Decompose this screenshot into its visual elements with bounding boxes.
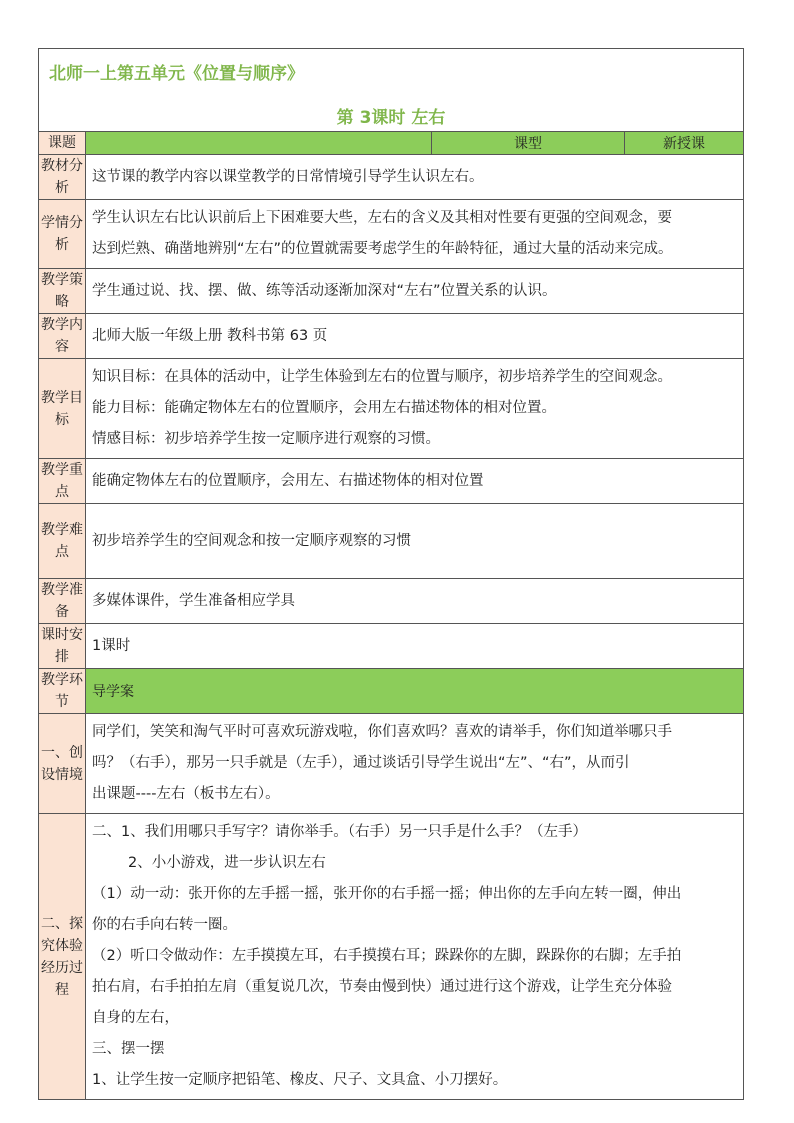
materials-label: 教材分析 <box>39 155 86 200</box>
lesson-type-value: 新授课 <box>625 132 744 155</box>
text-line: 你的右手向右转一圈。 <box>92 917 237 933</box>
prep-text: 多媒体课件，学生准备相应学具 <box>86 579 744 624</box>
text-line: 学生认识左右比认识前后上下困难要大些，左右的含义及其相对性要有更强的空间观念，要 <box>92 210 672 226</box>
schedule-text: 1课时 <box>86 624 744 669</box>
goals-text <box>86 359 744 459</box>
stage-label: 教学环节 <box>39 669 86 714</box>
prep-label: 教学准备 <box>39 579 86 624</box>
text-line: 情感目标：初步培养学生按一定顺序进行观察的习惯。 <box>92 431 440 447</box>
text-line: 自身的左右， <box>92 1010 179 1026</box>
schedule-label: 课时安排 <box>39 624 86 669</box>
topic-value-cell <box>86 132 432 155</box>
text-line: 1、让学生按一定顺序把铅笔、橡皮、尺子、文具盒、小刀摆好。 <box>92 1072 508 1088</box>
difficulty-label: 教学难点 <box>39 504 86 579</box>
header-cell <box>39 49 744 132</box>
intro-label: 一、创设情境 <box>39 714 86 814</box>
text-line: 同学们，笑笑和淘气平时可喜欢玩游戏啦，你们喜欢吗？喜欢的请举手，你们知道举哪只手 <box>92 724 672 740</box>
text-line: 三、摆一摆 <box>92 1041 165 1057</box>
difficulty-text: 初步培养学生的空间观念和按一定顺序观察的习惯 <box>86 504 744 579</box>
stage-text: 导学案 <box>86 669 744 714</box>
lesson-plan-table <box>38 48 744 1100</box>
content-label: 教学内容 <box>39 314 86 359</box>
text-line: 知识目标：在具体的活动中，让学生体验到左右的位置与顺序，初步培养学生的空间观念。 <box>92 369 672 385</box>
text-line: 拍右肩，右手拍拍左肩（重复说几次，节奏由慢到快）通过进行这个游戏，让学生充分体验 <box>92 979 672 995</box>
students-text <box>86 200 744 269</box>
materials-text: 这节课的教学内容以课堂教学的日常情境引导学生认识左右。 <box>86 155 744 200</box>
lesson-type-label: 课型 <box>432 132 625 155</box>
key-label: 教学重点 <box>39 459 86 504</box>
text-line: 出课题----左右（板书左右）。 <box>92 786 280 802</box>
strategy-text: 学生通过说、找、摆、做、练等活动逐渐加深对“左右”位置关系的认识。 <box>86 269 744 314</box>
text-line: 达到烂熟、确凿地辨别“左右”的位置就需要考虑学生的年龄特征，通过大量的活动来完成。 <box>92 241 673 257</box>
text-line: 二、1、我们用哪只手写字？请你举手。（右手）另一只手是什么手？（左手） <box>92 824 587 840</box>
explore-label: 二、探究体验经历过程 <box>39 814 86 1100</box>
strategy-label: 教学策略 <box>39 269 86 314</box>
text-line: 2、小小游戏，进一步认识左右 <box>128 855 326 871</box>
text-line: 吗？（右手），那另一只手就是（左手），通过谈话引导学生说出“左”、“右”，从而引 <box>92 755 630 771</box>
text-line: （1）动一动：张开你的左手摇一摇，张开你的右手摇一摇；伸出你的左手向左转一圈，伸出 <box>92 886 682 902</box>
key-text: 能确定物体左右的位置顺序，会用左、右描述物体的相对位置 <box>86 459 744 504</box>
topic-label: 课题 <box>39 132 86 155</box>
explore-text <box>86 814 744 1100</box>
lesson-subtitle: 第 3课时 左右 <box>336 108 446 128</box>
document-title: 北师一上第五单元《位置与顺序》 <box>49 64 304 84</box>
students-label: 学情分析 <box>39 200 86 269</box>
lesson-plan-document <box>38 48 743 1100</box>
text-line: （2）听口令做动作：左手摸摸左耳，右手摸摸右耳；跺跺你的左脚，跺跺你的右脚；左手拍 <box>92 948 682 964</box>
goals-label: 教学目标 <box>39 359 86 459</box>
text-line: 能力目标：能确定物体左右的位置顺序，会用左右描述物体的相对位置。 <box>92 400 556 416</box>
content-text: 北师大版一年级上册 教科书第 63 页 <box>86 314 744 359</box>
intro-text <box>86 714 744 814</box>
